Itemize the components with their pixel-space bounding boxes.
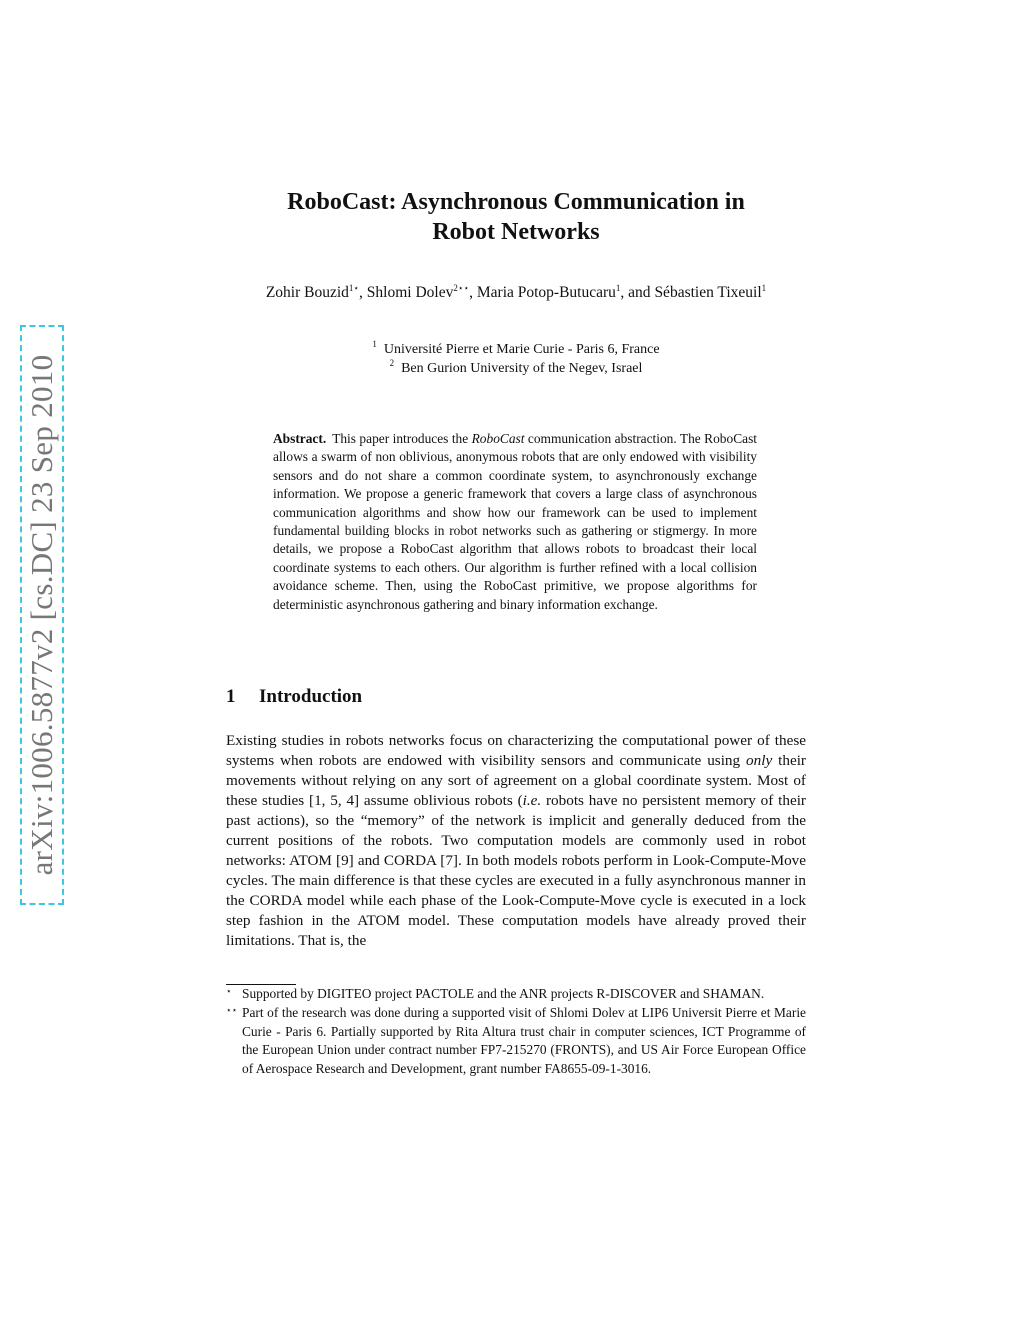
paper-title: [226, 187, 806, 247]
footnotes: [226, 985, 806, 1078]
section-title: Introduction: [259, 686, 363, 707]
arxiv-stamp: [20, 325, 64, 905]
section-heading: [226, 686, 362, 708]
robocast-emphasis: RoboCast: [471, 431, 525, 446]
author-name: Zohir Bouzid: [265, 284, 349, 301]
author-name: Maria Potop-Butucaru: [476, 284, 616, 301]
author-sup: 2⋆⋆: [453, 283, 470, 293]
footnote: ⋆⋆ Part of the research was done during a supported visit of Shlomi Dolev at LIP6 Universit Pierre et Marie Curie - Paris 6. Partially supported by Rita Altura trust chair in computer sciences, ICT Programme of the European Union under contract number FP7-215270 (FRONTS), and US Air Force European Office of Aerospace Research and Development, grant number FA8655-09-1-3016.: [226, 1004, 806, 1078]
author-name: Shlomi Dolev: [366, 284, 454, 301]
affiliation: $^1$ Université Pierre et Marie Curie - Paris 6, France: [372, 339, 660, 357]
footnote: ⋆ Supported by DIGITEO project PACTOLE and the ANR projects R-DISCOVER and SHAMAN.: [226, 985, 806, 1003]
footnote-mark: ⋆⋆: [226, 1005, 238, 1016]
author-name: Sébastien Tixeuil: [654, 284, 762, 301]
intro-paragraph: Existing studies in robots networks focus on characterizing the computational power of these systems when robots are endowed with visibility sensors and communicate using only their movements without relying on any sort of agreement on a global coordinate system. Most of these studies [1, 5, 4] assume oblivious robots (i.e. robots have no persistent memory of their past actions), so the “memory” of the network is implicit and generally deduced from the current positions of the robots. Two computation models are commonly used in robot networks: ATOM [9] and CORDA [7]. In both models robots perform in Look-Compute-Move cycles. The main difference is that these cycles are executed in a fully asynchronous manner in the CORDA model while each phase of the Look-Compute-Move cycle is executed in a lock step fashion in the ATOM model. These computation models have already proved their limitations. That is, the: [226, 732, 806, 949]
abstract: Abstract. This paper introduces the RoboCast communication abstraction. The RoboCast allows a swarm of non oblivious, anonymous robots that are only endowed with visibility sensors and do not share a common coordinate system, to asynchronously exchange information. We propose a generic framework that covers a large class of asynchronous communication algorithms and show how our framework can be used to implement fundamental building blocks in robot networks such as gathering or stigmergy. In more details, we propose a RoboCast algorithm that allows robots to broadcast their local coordinate systems to each others. Our algorithm is further refined with a local collision avoidance scheme. Then, using the RoboCast primitive, we propose algorithms for deterministic asynchronous gathering and binary information exchange.: [273, 431, 757, 612]
footnote-mark: ⋆: [226, 986, 232, 996]
title-line-2: Robot Networks: [432, 219, 600, 245]
author-list: Zohir Bouzid$^{1⋆}$, Shlomi Dolev$^{2⋆⋆}$, Maria Potop-Butucaru$^1$, and Sébastien Tixeuil$^1$: [265, 283, 767, 301]
arxiv-id: arXiv:1006.5877v2 [cs.DC] 23 Sep 2010: [24, 354, 59, 876]
title-line-1: RoboCast: Asynchronous Communication in: [287, 189, 745, 215]
section-number: 1: [226, 686, 236, 707]
affiliation: $^2$ Ben Gurion University of the Negev, Israel: [389, 358, 643, 376]
abstract-label: Abstract.: [273, 431, 327, 446]
author-sup: 1: [615, 283, 621, 293]
author-sup: 1: [761, 283, 767, 293]
author-sup: 1⋆: [348, 283, 360, 293]
affiliations: [226, 340, 806, 378]
